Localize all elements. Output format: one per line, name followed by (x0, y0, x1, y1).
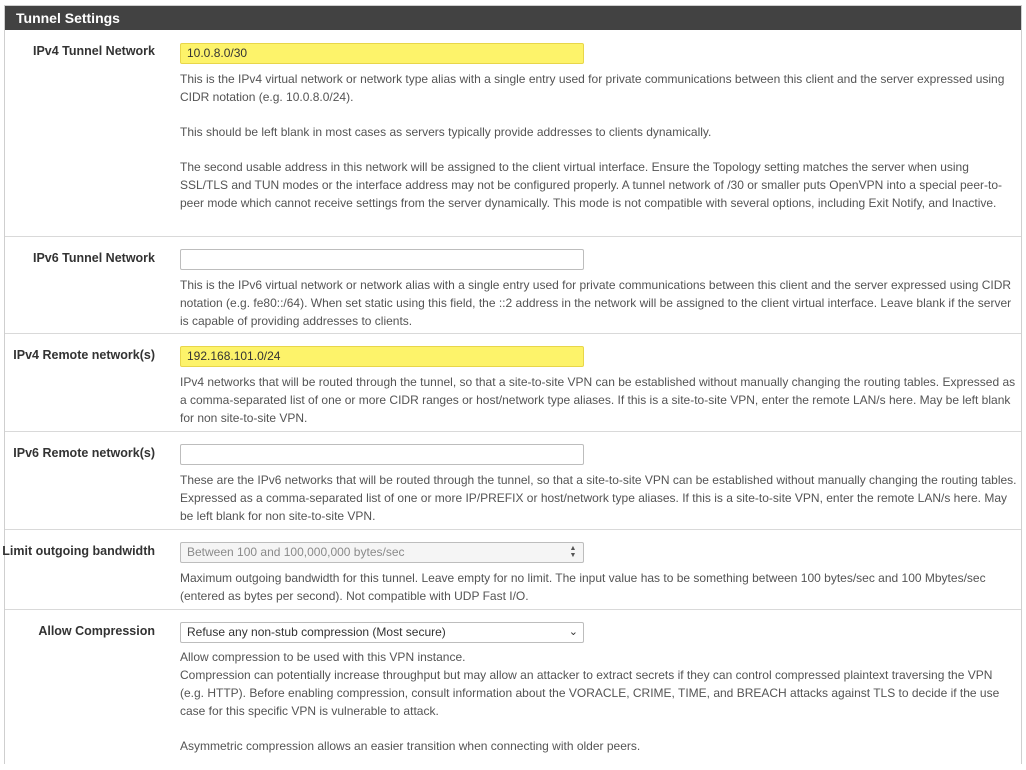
chevron-down-icon: ⌄ (568, 626, 578, 638)
help-paragraph: The second usable address in this network will be assigned to the client virtual interface. Ensure the Topology setting matches the server when using SSL/TLS and TUN modes or the interface address may not be configured properly. A tunnel network of /30 or smaller puts OpenVPN into a special peer-to-peer mode which cannot receive settings from the server dynamically. This mode is not compatible with several options, including Exit Notify, and Inactive. (180, 160, 1002, 210)
ipv6-remote-networks-label: IPv6 Remote network(s) (13, 446, 155, 460)
ipv6-tunnel-network-label: IPv6 Tunnel Network (32, 251, 155, 265)
help-paragraph: This is the IPv4 virtual network or network type alias with a single entry used for private communications between this client and the server expressed using CIDR notation (e.g. 10.0.8.0/24). (180, 72, 1005, 104)
ipv4-tunnel-network-label: IPv4 Tunnel Network (32, 44, 155, 58)
limit-outgoing-bandwidth-help: Maximum outgoing bandwidth for this tunnel. Leave empty for no limit. The input value has to be something between 100 bytes/sec and 100 Mbytes/sec (entered as bytes per second). Not compatible with UDP Fast I/O. (180, 571, 986, 603)
ipv4-tunnel-network-input[interactable]: 10.0.8.0/30 (180, 43, 584, 64)
allow-compression-label: Allow Compression (38, 624, 155, 638)
limit-outgoing-bandwidth-label: Limit outgoing bandwidth (2, 544, 155, 558)
ipv6-tunnel-network-help: This is the IPv6 virtual network or network alias with a single entry used for private communications between this client and the server expressed using CIDR notation (e.g. fe80::/64). When set static using this field, the ::2 address in the network will be assigned to the client virtual interface. Leave blank if the server is capable of providing addresses to clients. (180, 278, 1012, 328)
bandwidth-placeholder: Between 100 and 100,000,000 bytes/sec (187, 545, 405, 559)
panel-title: Tunnel Settings (5, 6, 1021, 30)
tunnel-settings-panel (4, 5, 1022, 764)
row-ipv4-tunnel-network (5, 30, 1021, 237)
row-ipv6-remote-networks (5, 432, 1021, 530)
help-paragraph: This should be left blank in most cases as servers typically provide addresses to clients dynamically. (180, 125, 712, 139)
ipv4-remote-networks-label: IPv4 Remote network(s) (13, 348, 155, 362)
ipv4-remote-networks-input[interactable]: 192.168.101.0/24 (180, 346, 584, 367)
ipv6-remote-networks-help: These are the IPv6 networks that will be routed through the tunnel, so that a site-to-site VPN can be established without manually changing the routing tables. Expressed as a comma-separated list of one or more IP/PREFIX or host/network type aliases. If this is a site-to-site VPN, enter the remote LAN/s here. May be left blank for non site-to-site VPN. (180, 473, 1017, 523)
row-limit-outgoing-bandwidth (2, 530, 1021, 610)
help-line: Asymmetric compression allows an easier transition when connecting with older peers. (180, 739, 641, 753)
allow-compression-selected: Refuse any non-stub compression (Most secure) (187, 625, 446, 639)
allow-compression-help (180, 648, 1018, 755)
ipv6-remote-networks-input[interactable] (180, 444, 584, 465)
row-ipv4-remote-networks (5, 334, 1021, 432)
help-line: Compression can potentially increase throughput but may allow an attacker to extract secrets if they can control compressed plaintext traversing the VPN (e.g. HTTP). Before enabling compression, consult information about the VORACLE, CRIME, TIME, and BREACH attacks against TLS to decide if the use case for this specific VPN is vulnerable to attack. (180, 668, 1000, 718)
limit-outgoing-bandwidth-input[interactable] (180, 542, 584, 563)
row-ipv6-tunnel-network (5, 237, 1021, 334)
help-line: Allow compression to be used with this VPN instance. (180, 650, 466, 664)
row-allow-compression (5, 610, 1021, 770)
ipv4-remote-networks-help: IPv4 networks that will be routed through the tunnel, so that a site-to-site VPN can be established without manually changing the routing tables. Expressed as a comma-separated list of one or more CIDR ranges or host/network type aliases. If this is a site-to-site VPN, enter the remote LAN/s here. May be left blank for non site-to-site VPN. (180, 375, 1016, 425)
spinner-arrows-icon[interactable]: ▲ ▼ (569, 545, 577, 559)
ipv4-tunnel-network-help (180, 70, 1018, 212)
allow-compression-select[interactable] (180, 622, 584, 643)
ipv6-tunnel-network-input[interactable] (180, 249, 584, 270)
